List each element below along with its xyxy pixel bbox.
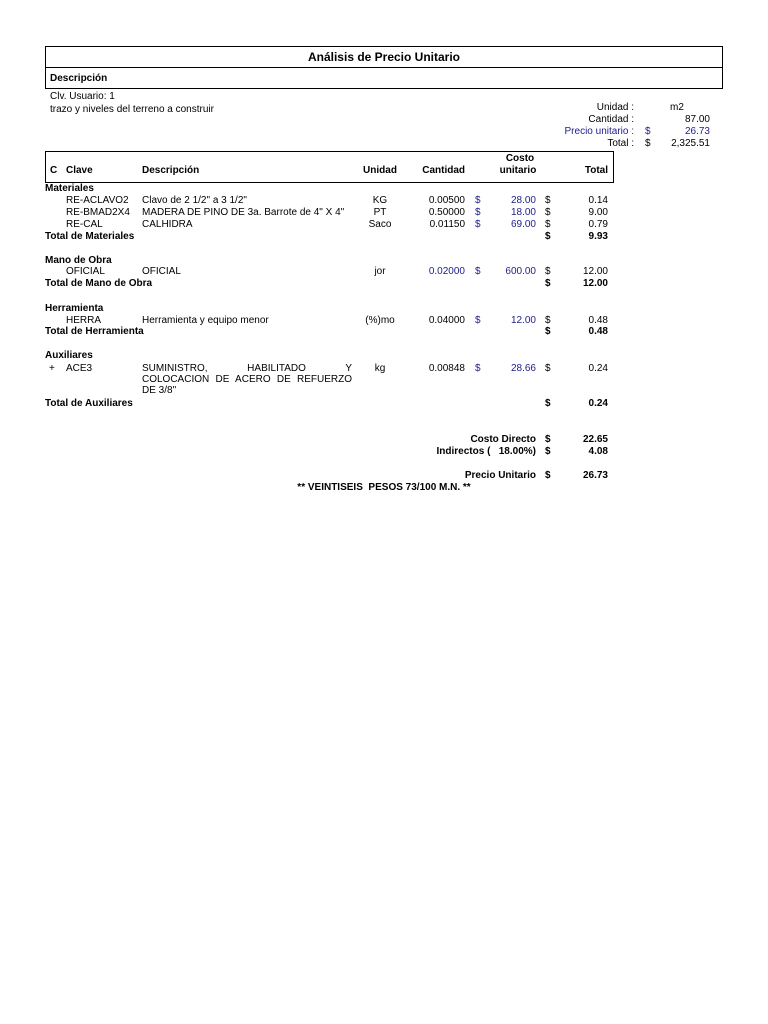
row-unidad: Saco xyxy=(368,219,392,230)
column-descripcion: Descripción xyxy=(142,165,200,176)
row-cantidad: 0.02000 xyxy=(428,266,465,277)
amount-in-words: ** VEINTISEIS PESOS 73/100 M.N. ** xyxy=(297,482,471,493)
column-costo-line1: Costo xyxy=(505,153,535,164)
columns-left-border xyxy=(45,151,46,183)
row-cantidad: 0.50000 xyxy=(428,207,465,218)
cantidad-label: Cantidad : xyxy=(588,114,634,125)
row-unidad: kg xyxy=(374,363,386,374)
subtotal-label-herramienta: Total de Herramienta xyxy=(45,326,144,337)
precio-unitario-total-value: 26.73 xyxy=(582,470,608,481)
column-total: Total xyxy=(584,165,608,176)
column-cantidad: Cantidad xyxy=(422,165,465,176)
precio-unitario-label: Precio unitario : xyxy=(564,126,634,137)
indirectos-label: Indirectos ( 18.00%) xyxy=(436,446,536,457)
row-descripcion: Herramienta y equipo menor xyxy=(142,315,269,326)
row-total: 0.24 xyxy=(588,363,608,374)
row-costo-currency: $ xyxy=(475,363,481,374)
group-title-auxiliares: Auxiliares xyxy=(45,350,93,361)
row-costo: 28.66 xyxy=(510,363,536,374)
total-label: Total : xyxy=(607,138,634,149)
row-total-currency: $ xyxy=(545,266,551,277)
row-costo-currency: $ xyxy=(475,195,481,206)
row-descripcion-line2: COLOCACION DE ACERO DE REFUERZO xyxy=(142,374,352,385)
precio-unitario-value: 26.73 xyxy=(684,126,710,137)
section-label: Descripción xyxy=(50,73,108,84)
row-cantidad: 0.00500 xyxy=(428,195,465,206)
columns-top-border xyxy=(45,151,614,152)
row-costo: 69.00 xyxy=(510,219,536,230)
group-title-herramienta: Herramienta xyxy=(45,303,104,314)
row-unidad: PT xyxy=(373,207,387,218)
subtotal-currency-materiales: $ xyxy=(545,231,551,242)
columns-bottom-border xyxy=(45,182,614,183)
row-total: 0.48 xyxy=(588,315,608,326)
subtotal-currency-mano-obra: $ xyxy=(545,278,551,289)
costo-directo-currency: $ xyxy=(545,434,551,445)
row-clave: RE-BMAD2X4 xyxy=(66,207,130,218)
subtotal-label-auxiliares: Total de Auxiliares xyxy=(45,398,133,409)
row-total-currency: $ xyxy=(545,219,551,230)
row-cantidad: 0.00848 xyxy=(428,363,465,374)
unidad-value: m2 xyxy=(670,102,684,113)
unidad-label: Unidad : xyxy=(596,102,634,113)
row-total-currency: $ xyxy=(545,363,551,374)
row-costo-currency: $ xyxy=(475,315,481,326)
row-clave: RE-ACLAVO2 xyxy=(66,195,129,206)
precio-unitario-total-label: Precio Unitario xyxy=(464,470,536,481)
row-descripcion: CALHIDRA xyxy=(142,219,193,230)
column-clave: Clave xyxy=(66,165,93,176)
total-value: 2,325.51 xyxy=(671,138,710,149)
header-top-border xyxy=(45,46,723,47)
row-total-currency: $ xyxy=(545,315,551,326)
row-descripcion-line1: SUMINISTRO, HABILITADO Y xyxy=(142,363,352,374)
subtotal-label-mano-obra: Total de Mano de Obra xyxy=(45,278,153,289)
row-total: 0.14 xyxy=(588,195,608,206)
row-costo-currency: $ xyxy=(475,266,481,277)
total-currency: $ xyxy=(645,138,651,149)
row-unidad: KG xyxy=(372,195,388,206)
row-clave: OFICIAL xyxy=(66,266,105,277)
concept-description: trazo y niveles del terreno a construir xyxy=(50,104,214,115)
row-total-currency: $ xyxy=(545,207,551,218)
row-clave: HERRA xyxy=(66,315,102,326)
subtotal-label-materiales: Total de Materiales xyxy=(45,231,135,242)
row-costo: 12.00 xyxy=(510,315,536,326)
subtotal-currency-herramienta: $ xyxy=(545,326,551,337)
row-costo: 600.00 xyxy=(505,266,536,277)
row-costo: 18.00 xyxy=(510,207,536,218)
subtotal-currency-auxiliares: $ xyxy=(545,398,551,409)
indirectos-value: 4.08 xyxy=(588,446,608,457)
precio-unitario-currency: $ xyxy=(645,126,651,137)
row-unidad: (%)mo xyxy=(365,315,395,326)
row-descripcion: MADERA DE PINO DE 3a. Barrote de 4" X 4" xyxy=(142,207,345,218)
group-title-mano-obra: Mano de Obra xyxy=(45,255,112,266)
columns-right-border xyxy=(613,151,614,183)
column-costo-line2: unitario xyxy=(499,165,537,176)
subtotal-value-herramienta: 0.48 xyxy=(588,326,608,337)
row-costo: 28.00 xyxy=(510,195,536,206)
row-total: 0.79 xyxy=(588,219,608,230)
page-title: Análisis de Precio Unitario xyxy=(307,50,461,64)
subtotal-value-mano-obra: 12.00 xyxy=(582,278,608,289)
group-title-materiales: Materiales xyxy=(45,183,94,194)
row-total: 9.00 xyxy=(588,207,608,218)
costo-directo-label: Costo Directo xyxy=(470,434,536,445)
row-costo-currency: $ xyxy=(475,219,481,230)
row-cantidad: 0.04000 xyxy=(428,315,465,326)
row-cantidad: 0.01150 xyxy=(429,219,465,230)
row-clave: ACE3 xyxy=(66,363,93,374)
subtotal-value-auxiliares: 0.24 xyxy=(588,398,608,409)
row-total-currency: $ xyxy=(545,195,551,206)
row-descripcion-line3: DE 3/8" xyxy=(142,385,177,396)
header-divider xyxy=(45,67,723,68)
header-bottom-border xyxy=(45,88,723,89)
row-costo-currency: $ xyxy=(475,207,481,218)
costo-directo-value: 22.65 xyxy=(582,434,608,445)
column-unidad: Unidad xyxy=(363,165,397,176)
subtotal-value-materiales: 9.93 xyxy=(588,231,608,242)
precio-unitario-total-currency: $ xyxy=(545,470,551,481)
row-unidad: jor xyxy=(374,266,386,277)
cantidad-value: 87.00 xyxy=(684,114,710,125)
indirectos-currency: $ xyxy=(545,446,551,457)
row-descripcion: Clavo de 2 1/2" a 3 1/2" xyxy=(142,195,247,206)
row-c-marker: + xyxy=(49,363,55,374)
row-total: 12.00 xyxy=(582,266,608,277)
row-descripcion: OFICIAL xyxy=(142,266,181,277)
clv-usuario: Clv. Usuario: 1 xyxy=(50,91,115,102)
row-clave: RE-CAL xyxy=(66,219,103,230)
column-c: C xyxy=(50,165,58,176)
